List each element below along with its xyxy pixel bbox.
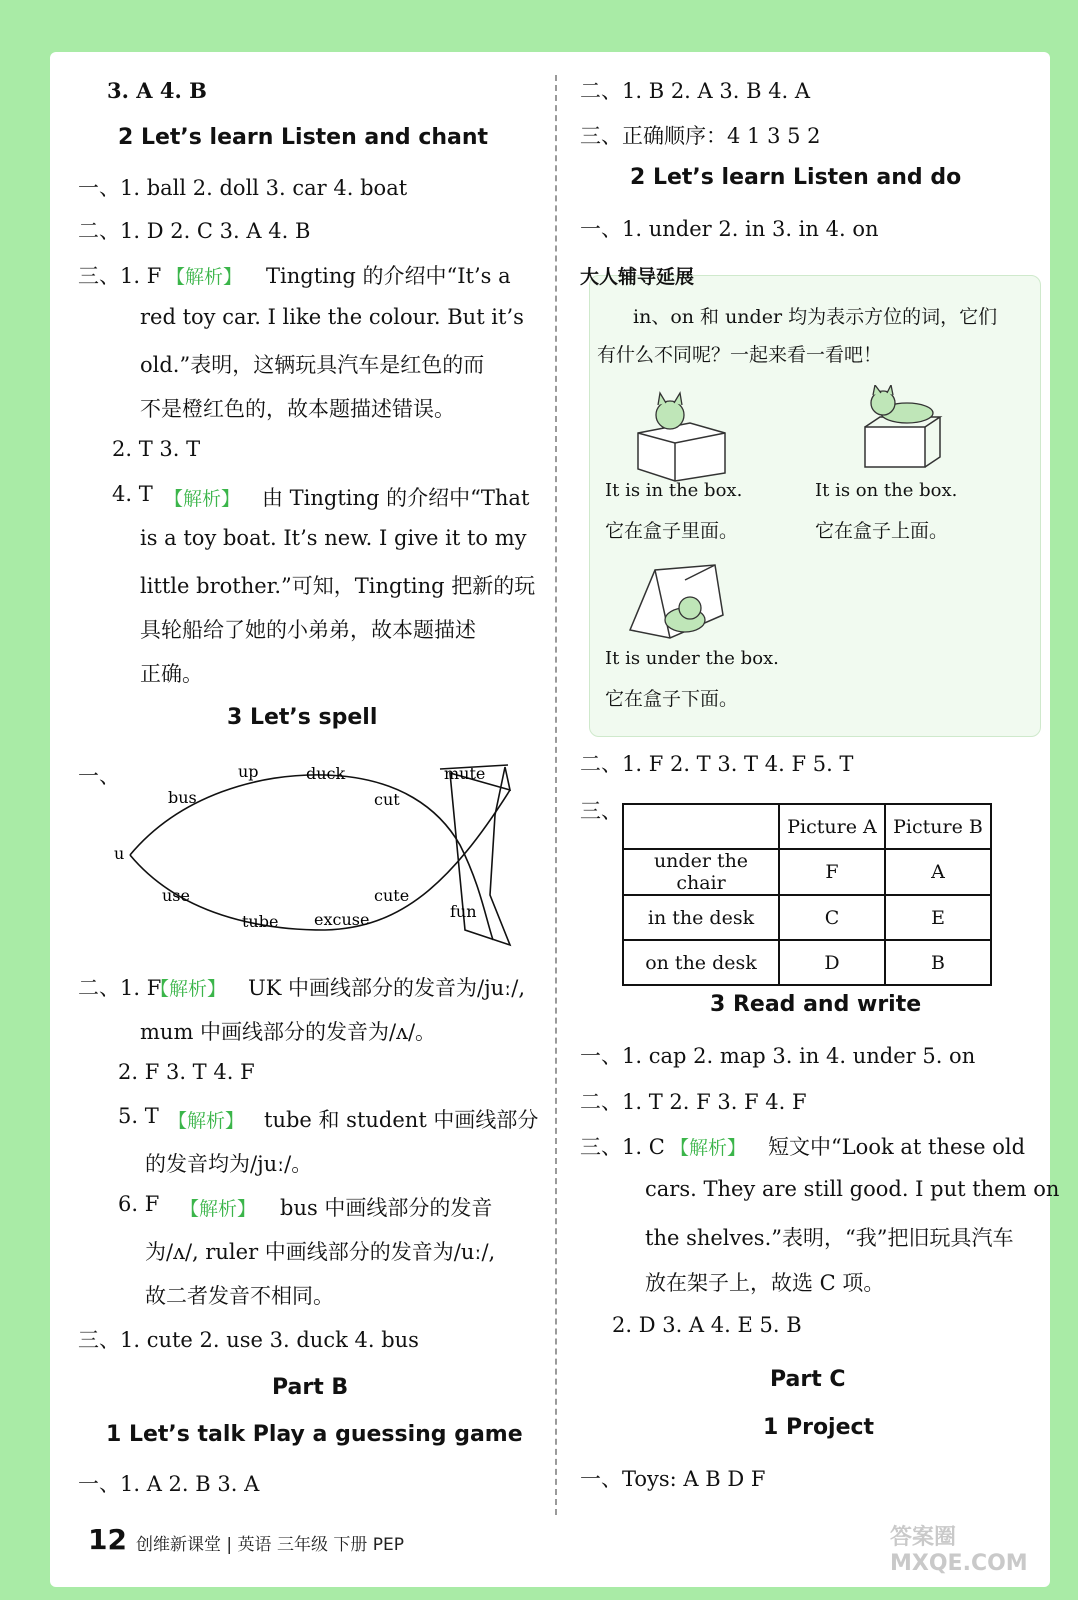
fish-word-mute: mute — [444, 764, 486, 783]
table-cell: B — [885, 940, 991, 985]
caption-on-en: It is on the box. — [815, 480, 958, 501]
section-heading: 2 Let’s learn Listen and chant — [118, 125, 489, 150]
answer-label: 二、1. F — [78, 976, 162, 1000]
part-heading: Part B — [272, 1375, 349, 1400]
answer-line: 2. T 3. T — [112, 437, 201, 461]
fish-diagram — [110, 755, 530, 970]
answer-label: 三、1. C — [580, 1135, 665, 1159]
analysis-text: 的发音均为/juː/。 — [145, 1152, 313, 1176]
watermark: 答案圈 MXQE.COM — [890, 1525, 1028, 1576]
table-cell: in the desk — [623, 895, 779, 940]
analysis-text: 由 Tingting 的介绍中“That — [262, 486, 530, 510]
fish-word-u: u — [114, 844, 125, 863]
tip-text: 有什么不同呢？一起来看一看吧！ — [597, 344, 883, 366]
section-heading: 1 Project — [763, 1415, 875, 1440]
table-row — [623, 895, 991, 940]
answer-line: 三、1. cute 2. use 3. duck 4. bus — [78, 1328, 419, 1352]
analysis-tag: 【解析】 — [168, 1110, 245, 1132]
fish-word-tube: tube — [242, 912, 279, 931]
cat-in-box-illustration — [630, 385, 740, 485]
table-row — [623, 940, 991, 985]
analysis-text: red toy car. I like the colour. But it’s — [140, 305, 524, 329]
analysis-tag: 【解析】 — [150, 978, 227, 1000]
answer-line: 一、1. A 2. B 3. A — [78, 1472, 260, 1496]
caption-under-en: It is under the box. — [605, 648, 779, 669]
answer-line: 二、1. F 2. T 3. T 4. F 5. T — [580, 752, 854, 776]
analysis-text: 正确。 — [140, 662, 203, 686]
analysis-text: 具轮船给了她的小弟弟，故本题描述 — [140, 618, 476, 642]
answer-label: 5. T — [118, 1104, 159, 1128]
tip-text: in、on 和 under 均为表示方位的词，它们 — [633, 306, 998, 328]
analysis-text: tube 和 student 中画线部分 — [264, 1108, 539, 1132]
footer-text: 创维新课堂 | 英语 三年级 下册 PEP — [136, 1535, 404, 1555]
answer-label: 4. T — [112, 482, 153, 506]
cat-on-box-illustration — [855, 385, 955, 475]
analysis-tag: 【解析】 — [166, 266, 243, 288]
analysis-text: 放在架子上，故选 C 项。 — [645, 1271, 885, 1295]
answer-label: 三、1. F — [78, 264, 162, 288]
fish-word-up: up — [238, 762, 259, 781]
answer-line: 一、1. ball 2. doll 3. car 4. boat — [78, 176, 408, 200]
table-row — [623, 849, 991, 895]
table-cell: A — [885, 849, 991, 895]
answer-line: 二、1. B 2. A 3. B 4. A — [580, 79, 811, 103]
analysis-text: is a toy boat. It’s new. I give it to my — [140, 526, 527, 550]
answer-label: 一、 — [78, 764, 120, 788]
table-cell: on the desk — [623, 940, 779, 985]
analysis-tag: 【解析】 — [670, 1137, 747, 1159]
section-heading: 3 Read and write — [710, 992, 922, 1017]
table-cell — [623, 804, 779, 849]
part-heading: Part C — [770, 1367, 846, 1392]
answer-label: 6. F — [118, 1192, 160, 1216]
analysis-tag: 【解析】 — [180, 1198, 257, 1220]
answer-table — [622, 803, 992, 986]
section-heading: 3 Let’s spell — [227, 705, 378, 730]
fish-word-bus: bus — [168, 788, 197, 807]
table-header-row — [623, 804, 991, 849]
analysis-text: 故二者发音不相同。 — [145, 1284, 334, 1308]
analysis-text: 为/ʌ/, ruler 中画线部分的发音为/uː/, — [145, 1240, 496, 1264]
analysis-text: UK 中画线部分的发音为/juː/, — [248, 976, 525, 1000]
analysis-text: 短文中“Look at these old — [768, 1135, 1026, 1159]
fish-word-use: use — [162, 886, 190, 905]
analysis-text: bus 中画线部分的发音 — [280, 1196, 493, 1220]
caption-in-en: It is in the box. — [605, 480, 743, 501]
analysis-tag: 【解析】 — [164, 488, 241, 510]
answer-line: 2. F 3. T 4. F — [118, 1060, 255, 1084]
analysis-text: little brother.”可知，Tingting 把新的玩 — [140, 574, 536, 598]
fish-word-cute: cute — [374, 886, 410, 905]
table-cell: Picture A — [779, 804, 885, 849]
tip-title: 大人辅导延展 — [580, 266, 695, 288]
caption-in-zh: 它在盒子里面。 — [605, 520, 739, 542]
cat-under-box-illustration — [625, 560, 735, 650]
fish-word-cut: cut — [374, 790, 400, 809]
table-cell: under the chair — [623, 849, 779, 895]
fish-word-excuse: excuse — [314, 910, 370, 929]
answer-line: 一、1. under 2. in 3. in 4. on — [580, 217, 879, 241]
analysis-text: old.”表明，这辆玩具汽车是红色的而 — [140, 353, 485, 377]
section-heading: 2 Let’s learn Listen and do — [630, 165, 962, 190]
answer-line: 三、正确顺序：4 1 3 5 2 — [580, 124, 821, 148]
table-cell: F — [779, 849, 885, 895]
answer-line: 一、1. cap 2. map 3. in 4. under 5. on — [580, 1044, 976, 1068]
analysis-text: Tingting 的介绍中“It’s a — [266, 264, 511, 288]
answer-line: 二、1. D 2. C 3. A 4. B — [78, 219, 311, 243]
fish-word-fun: fun — [450, 902, 477, 921]
table-cell: E — [885, 895, 991, 940]
caption-on-zh: 它在盒子上面。 — [815, 520, 949, 542]
answer-line: 二、1. T 2. F 3. F 4. F — [580, 1090, 807, 1114]
analysis-text: 不是橙红色的，故本题描述错误。 — [140, 397, 455, 421]
answer-line: 一、Toys: A B D F — [580, 1467, 766, 1491]
caption-under-zh: 它在盒子下面。 — [605, 688, 739, 710]
analysis-text: mum 中画线部分的发音为/ʌ/。 — [140, 1020, 437, 1044]
answer-label: 三、 — [580, 799, 622, 823]
fish-word-duck: duck — [306, 764, 346, 783]
table-cell: D — [779, 940, 885, 985]
answer-line: 3. A 4. B — [107, 78, 207, 103]
page-number: 12 — [88, 1523, 127, 1556]
analysis-text: cars. They are still good. I put them on — [645, 1177, 1060, 1201]
analysis-text: the shelves.”表明，“我”把旧玩具汽车 — [645, 1226, 1014, 1250]
section-heading: 1 Let’s talk Play a guessing game — [106, 1422, 523, 1447]
table-cell: Picture B — [885, 804, 991, 849]
table-cell: C — [779, 895, 885, 940]
column-divider — [555, 75, 557, 1515]
answer-line: 2. D 3. A 4. E 5. B — [612, 1313, 802, 1337]
